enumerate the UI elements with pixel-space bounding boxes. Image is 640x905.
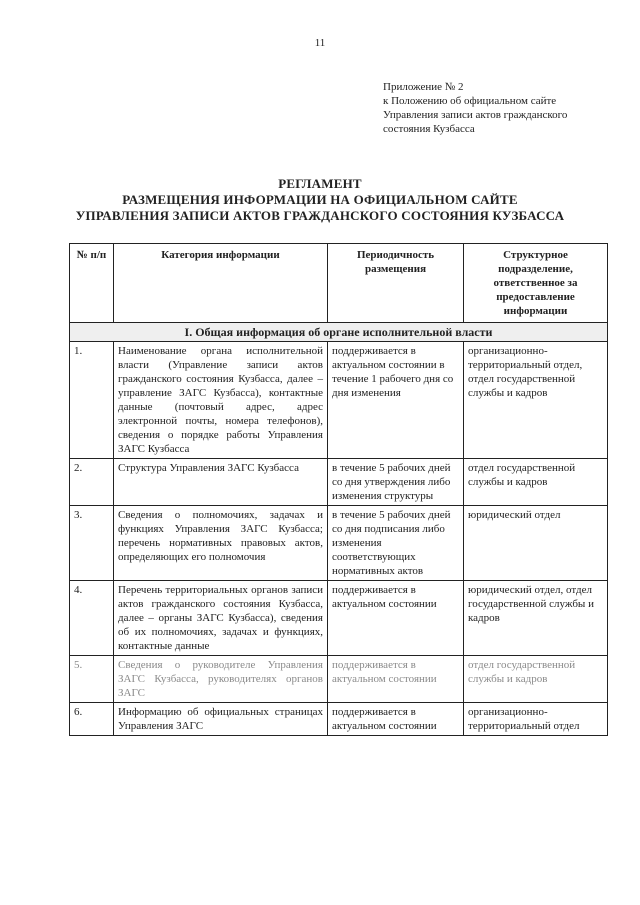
row-number: 6. — [70, 703, 114, 736]
table-row — [70, 506, 608, 581]
table-row — [70, 581, 608, 656]
title-line: РАЗМЕЩЕНИЯ ИНФОРМАЦИИ НА ОФИЦИАЛЬНОМ САЙТЕ — [122, 192, 518, 207]
header-category: Категория информации — [114, 244, 328, 323]
row-period: в течение 5 рабочих дней со дня подписания либо изменения соответствующих нормативных актов — [328, 506, 464, 581]
row-period: в течение 5 рабочих дней со дня утверждения либо изменения структуры — [328, 459, 464, 506]
page-number: 11 — [314, 37, 326, 49]
row-department: отдел государственной службы и кадров — [464, 459, 608, 506]
row-period: поддерживается в актуальном состоянии — [328, 703, 464, 736]
appendix-line: Управления записи актов гражданского — [383, 109, 568, 121]
section-heading: I. Общая информация об органе исполнительной власти — [70, 323, 608, 342]
row-department: юридический отдел — [464, 506, 608, 581]
header-number: № п/п — [70, 244, 114, 323]
regulation-table — [69, 243, 608, 736]
header-period: Периодичность размещения — [328, 244, 464, 323]
row-category: Информацию об официальных страницах Управления ЗАГС — [114, 703, 328, 736]
table-header-row — [70, 244, 608, 323]
title-line: УПРАВЛЕНИЯ ЗАПИСИ АКТОВ ГРАЖДАНСКОГО СОСТОЯНИЯ КУЗБАССА — [75, 208, 565, 223]
row-number: 3. — [70, 506, 114, 581]
appendix-line: к Положению об официальном сайте — [383, 95, 557, 107]
section-row — [70, 323, 608, 342]
row-category: Перечень территориальных органов записи актов гражданского состояния Кузбасса, далее – органы ЗАГС Кузбасса), сведения об их полномочиях, задачах и функциях, контактные данные — [114, 581, 328, 656]
row-category: Сведения о руководителе Управления ЗАГС Кузбасса, руководителях органов ЗАГС — [114, 656, 328, 703]
row-period: поддерживается в актуальном состоянии — [328, 656, 464, 703]
title-line: РЕГЛАМЕНТ — [278, 176, 362, 191]
row-period: поддерживается в актуальном состоянии — [328, 581, 464, 656]
row-department: организационно-территориальный отдел — [464, 703, 608, 736]
row-department: юридический отдел, отдел государственной службы и кадров — [464, 581, 608, 656]
document-title — [0, 176, 640, 224]
row-number: 4. — [70, 581, 114, 656]
row-category: Наименование органа исполнительной власти (Управление записи актов гражданского состояния Кузбасса, далее – управление ЗАГС Кузбасса), контактные данные (почтовый адрес, адрес электронной почты, номера телефонов), сведения о порядке работы Управления ЗАГС Кузбасса — [114, 342, 328, 459]
row-number: 2. — [70, 459, 114, 506]
row-category: Структура Управления ЗАГС Кузбасса — [114, 459, 328, 506]
header-department: Структурное подразделение, ответственное за предоставление информации — [464, 244, 608, 323]
row-department: организационно-территориальный отдел, отдел государственной службы и кадров — [464, 342, 608, 459]
appendix-line: состояния Кузбасса — [383, 123, 475, 135]
row-period: поддерживается в актуальном состоянии в течение 1 рабочего дня со дня изменения — [328, 342, 464, 459]
appendix-line: Приложение № 2 — [383, 81, 464, 93]
row-number: 1. — [70, 342, 114, 459]
row-department: отдел государственной службы и кадров — [464, 656, 608, 703]
table-row — [70, 703, 608, 736]
row-category: Сведения о полномочиях, задачах и функциях Управления ЗАГС Кузбасса; перечень нормативных правовых актов, определяющих его полномочия — [114, 506, 328, 581]
table-row — [70, 656, 608, 703]
row-number: 5. — [70, 656, 114, 703]
table-row — [70, 459, 608, 506]
appendix-note — [383, 80, 623, 136]
table-row — [70, 342, 608, 459]
